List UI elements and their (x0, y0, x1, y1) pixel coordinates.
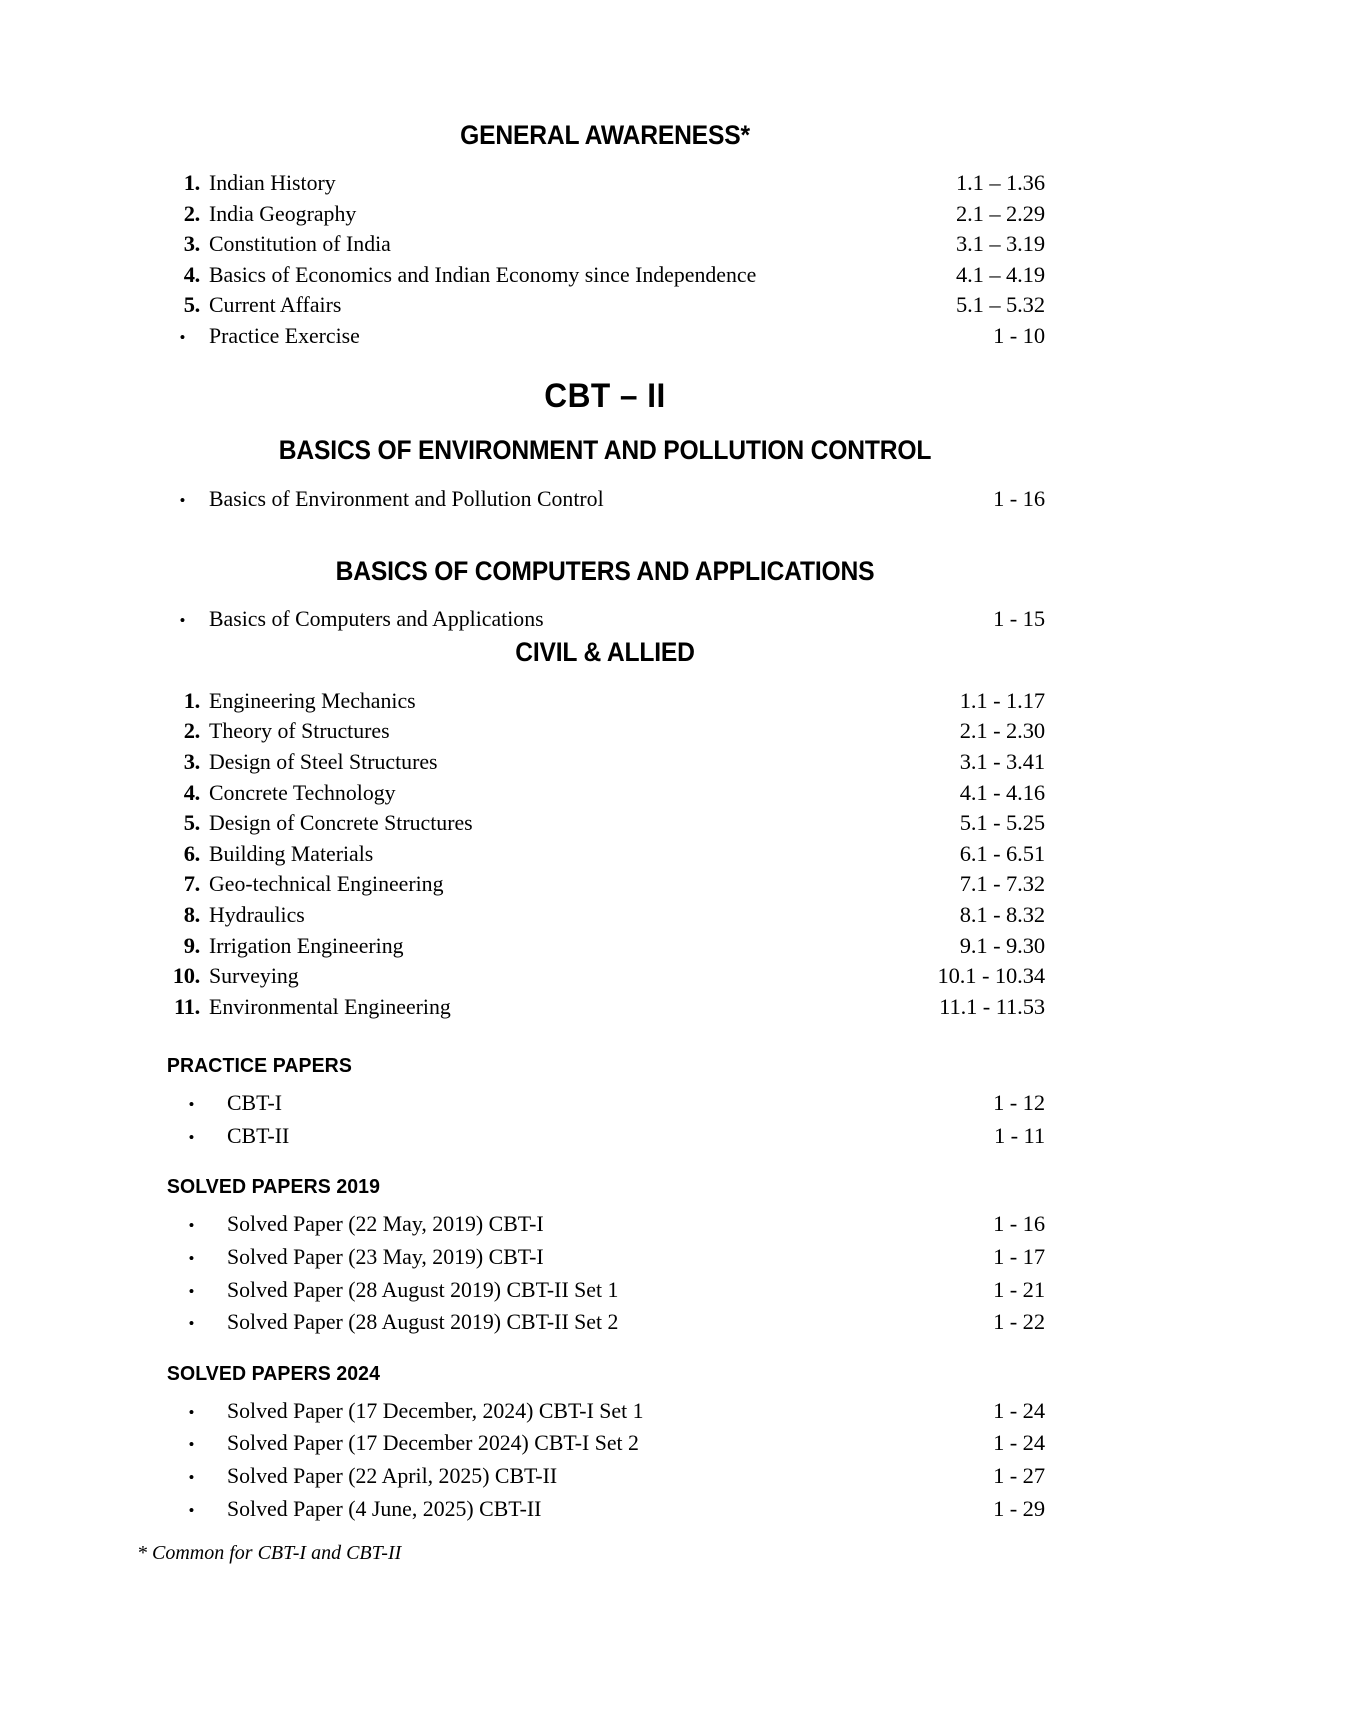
bullet-icon: • (188, 1127, 195, 1147)
item-title: Solved Paper (17 December, 2024) CBT-I Set 1 (227, 1397, 644, 1423)
toc-row[interactable] (165, 716, 1045, 747)
toc-row[interactable] (165, 1494, 1045, 1527)
item-title: Constitution of India (209, 231, 391, 257)
item-title: Solved Paper (28 August 2019) CBT-II Set 2 (227, 1309, 619, 1335)
item-title: Basics of Economics and Indian Economy since Independence (209, 261, 757, 287)
item-marker: 3. (183, 231, 200, 257)
toc-row[interactable] (165, 808, 1045, 839)
item-pages: 3.1 – 3.19 (955, 231, 1045, 257)
bullet-icon: • (179, 327, 186, 347)
toc-row[interactable] (165, 747, 1045, 778)
item-title: India Geography (209, 200, 357, 226)
item-marker: 8. (183, 901, 200, 927)
item-title: Solved Paper (22 May, 2019) CBT-I (227, 1211, 544, 1237)
item-marker: 1. (183, 170, 200, 195)
toc-row[interactable] (165, 839, 1045, 870)
item-marker: 2. (183, 200, 200, 226)
bullet-icon: • (188, 1500, 195, 1520)
bullet-icon: • (188, 1281, 195, 1301)
toc-row[interactable] (165, 168, 1045, 199)
item-title: Solved Paper (22 April, 2025) CBT-II (227, 1463, 558, 1489)
item-title: Surveying (209, 963, 299, 989)
heading-practice-papers: PRACTICE PAPERS (166, 1054, 352, 1078)
toc-row[interactable] (165, 290, 1045, 321)
item-title: Irrigation Engineering (209, 932, 404, 958)
item-marker: 4. (183, 779, 200, 805)
item-title: Solved Paper (28 August 2019) CBT-II Set 1 (227, 1276, 619, 1302)
toc-row[interactable] (165, 1088, 1045, 1121)
item-pages: 1 - 21 (993, 1276, 1045, 1302)
item-pages: 4.1 - 4.16 (959, 779, 1045, 805)
item-pages: 1 - 17 (993, 1244, 1045, 1270)
toc-row[interactable] (165, 686, 1045, 717)
bullet-icon: • (188, 1314, 195, 1334)
item-title: Theory of Structures (209, 718, 390, 744)
item-pages: 1 - 27 (993, 1463, 1045, 1489)
toc-row[interactable] (165, 1209, 1045, 1242)
item-pages: 10.1 - 10.34 (937, 963, 1045, 989)
item-pages: 1 - 10 (993, 322, 1045, 348)
item-title: Hydraulics (209, 901, 305, 927)
item-pages: 1 - 16 (993, 1211, 1045, 1237)
bullet-icon: • (188, 1435, 195, 1455)
item-title: Geo-technical Engineering (209, 871, 444, 897)
item-title: Indian History (209, 170, 336, 195)
toc-row[interactable] (165, 992, 1045, 1023)
item-marker: 3. (183, 748, 200, 774)
item-pages: 5.1 - 5.25 (959, 810, 1045, 836)
item-pages: 8.1 - 8.32 (959, 901, 1045, 927)
list-solved-papers-2024 (165, 1396, 1045, 1526)
toc-row[interactable] (165, 1428, 1045, 1461)
item-pages: 9.1 - 9.30 (959, 932, 1045, 958)
item-title: Solved Paper (17 December 2024) CBT-I Set 2 (227, 1430, 639, 1456)
item-title: Solved Paper (23 May, 2019) CBT-I (227, 1244, 544, 1270)
item-title: Building Materials (209, 840, 374, 866)
bullet-icon: • (179, 490, 186, 510)
bullet-icon: • (188, 1402, 195, 1422)
item-pages: 1 - 29 (993, 1495, 1045, 1521)
item-marker: 7. (183, 871, 200, 897)
toc-row[interactable] (165, 199, 1045, 230)
item-marker: 10. (172, 963, 200, 989)
toc-row[interactable] (165, 900, 1045, 931)
item-pages: 1 - 22 (993, 1309, 1045, 1335)
bullet-icon: • (179, 611, 186, 631)
item-marker: 1. (183, 687, 200, 713)
toc-content (137, 120, 1045, 1565)
item-title: Current Affairs (209, 292, 342, 318)
item-title: Engineering Mechanics (209, 687, 416, 713)
item-title: Design of Concrete Structures (209, 810, 473, 836)
heading-cbt2-banner: CBT – II (544, 376, 666, 415)
heading-solved-papers-2019: SOLVED PAPERS 2019 (166, 1175, 381, 1199)
item-title: Concrete Technology (209, 779, 396, 805)
item-pages: 1.1 – 1.36 (955, 170, 1045, 195)
item-title: CBT-II (227, 1122, 290, 1148)
list-computers (165, 604, 1045, 637)
item-pages: 7.1 - 7.32 (959, 871, 1045, 897)
toc-row[interactable] (165, 931, 1045, 962)
item-title: CBT-I (227, 1090, 282, 1116)
toc-row[interactable] (165, 321, 1045, 354)
item-title: Design of Steel Structures (209, 748, 438, 774)
item-pages: 1 - 16 (993, 485, 1045, 511)
toc-row[interactable] (165, 1121, 1045, 1154)
toc-row[interactable] (165, 869, 1045, 900)
toc-row[interactable] (165, 778, 1045, 809)
toc-row[interactable] (165, 1396, 1045, 1429)
item-pages: 4.1 – 4.19 (955, 261, 1045, 287)
item-pages: 11.1 - 11.53 (939, 993, 1045, 1019)
item-title: Basics of Environment and Pollution Control (209, 485, 604, 511)
toc-row[interactable] (165, 484, 1045, 517)
item-marker: 6. (183, 840, 200, 866)
item-title: Basics of Computers and Applications (209, 606, 544, 632)
toc-row[interactable] (165, 1461, 1045, 1494)
list-general-awareness (165, 168, 1045, 354)
heading-civil-allied: CIVIL & ALLIED (515, 636, 695, 667)
bullet-icon: • (188, 1468, 195, 1488)
toc-row[interactable] (165, 1275, 1045, 1308)
bullet-icon: • (188, 1216, 195, 1236)
toc-row[interactable] (165, 1307, 1045, 1340)
item-title: Environmental Engineering (209, 993, 451, 1019)
item-pages: 1.1 - 1.17 (959, 687, 1045, 713)
heading-environment: BASICS OF ENVIRONMENT AND POLLUTION CONTROL (278, 434, 932, 465)
toc-row[interactable] (165, 1242, 1045, 1275)
toc-row[interactable] (165, 961, 1045, 992)
item-marker: 4. (183, 261, 200, 287)
item-pages: 1 - 12 (993, 1090, 1045, 1116)
list-environment (165, 484, 1045, 517)
item-marker: 9. (183, 932, 200, 958)
heading-general-awareness: GENERAL AWARENESS* (460, 120, 750, 150)
item-pages: 5.1 – 5.32 (955, 292, 1045, 318)
item-pages: 1 - 24 (993, 1430, 1045, 1456)
item-pages: 1 - 15 (993, 606, 1045, 632)
item-marker: 5. (183, 810, 200, 836)
item-pages: 2.1 - 2.30 (959, 718, 1045, 744)
list-civil (165, 686, 1045, 1023)
list-practice-papers (165, 1088, 1045, 1153)
list-solved-papers-2019 (165, 1209, 1045, 1339)
heading-computers: BASICS OF COMPUTERS AND APPLICATIONS (335, 556, 875, 587)
bullet-icon: • (188, 1249, 195, 1269)
item-pages: 1 - 24 (993, 1397, 1045, 1423)
toc-row[interactable] (165, 260, 1045, 291)
heading-solved-papers-2024: SOLVED PAPERS 2024 (166, 1361, 381, 1385)
bullet-icon: • (188, 1095, 195, 1115)
item-pages: 1 - 11 (993, 1122, 1045, 1148)
item-marker: 11. (174, 993, 200, 1019)
item-title: Practice Exercise (209, 322, 360, 348)
item-title: Solved Paper (4 June, 2025) CBT-II (227, 1495, 542, 1521)
toc-row[interactable] (165, 604, 1045, 637)
item-marker: 5. (183, 292, 200, 318)
item-pages: 2.1 – 2.29 (955, 200, 1045, 226)
item-marker: 2. (183, 718, 200, 744)
item-pages: 3.1 - 3.41 (959, 748, 1045, 774)
item-pages: 6.1 - 6.51 (959, 840, 1045, 866)
toc-row[interactable] (165, 229, 1045, 260)
footnote: * Common for CBT-I and CBT-II (137, 1542, 402, 1565)
